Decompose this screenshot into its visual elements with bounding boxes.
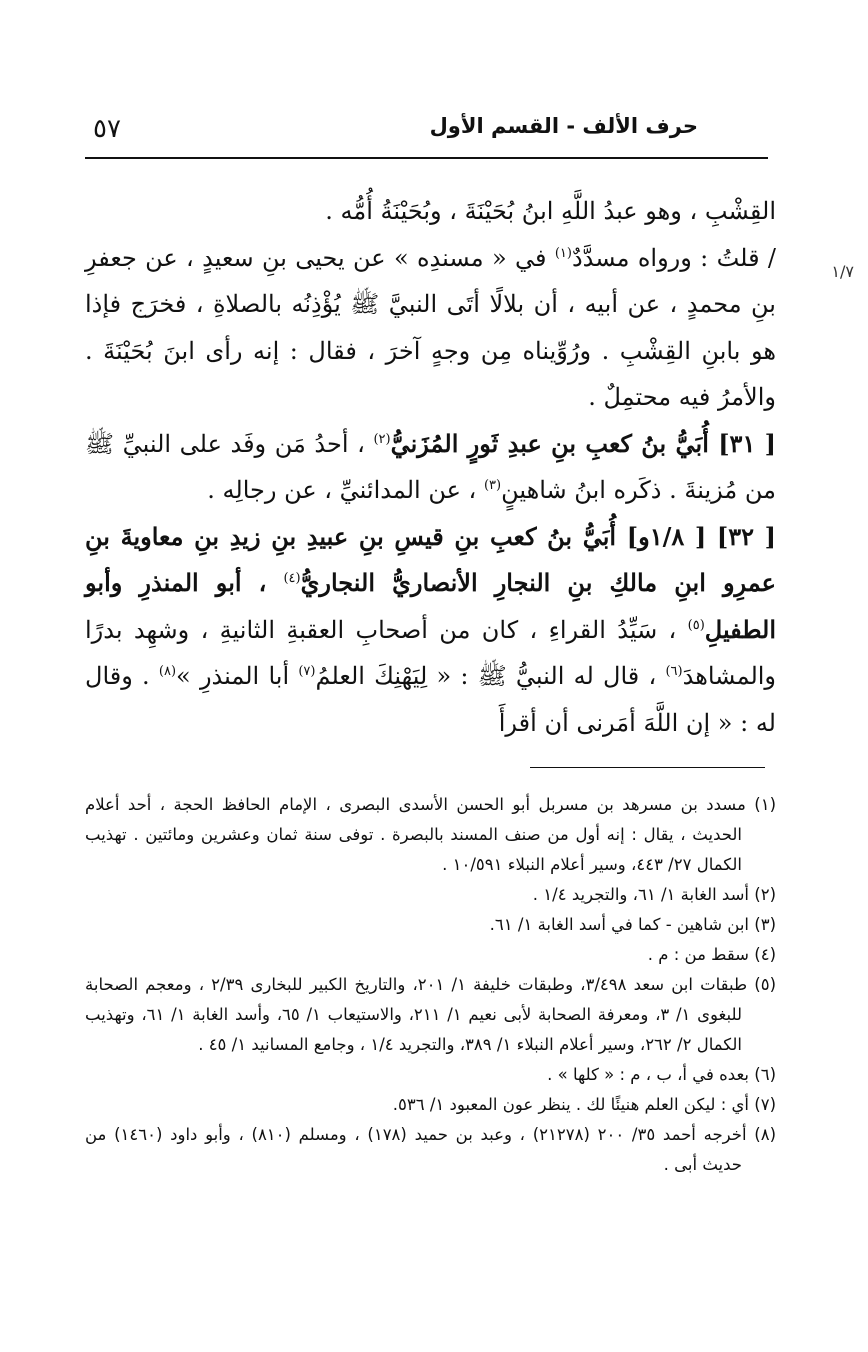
- footnote-ref-8: (٨): [158, 664, 177, 679]
- footnote: (٥) طبقات ابن سعد ٣/٤٩٨، وطبقات خليفة ١/ ٢٠١، والتاريخ الكبير للبخارى ٢/٣٩ ، ومعجم الصحابة للبغوى ١/ ٣، ومعرفة الصحابة لأبى نعيم ١/ ٢١١، والاستيعاب ١/ ٦٥، وأسد الغابة ١/ ٦١، وتهذيب الكمال ٢/ ٢٦٢، وسير أعلام النبلاء ١/ ٣٨٩، والتجريد ١/٤ ، وجامع المسانيد ١/ ٤٥ .: [85, 975, 776, 1054]
- main-text: [85, 188, 776, 746]
- footnote: (٣) ابن شاهين - كما في أسد الغابة ١/ ٦١.: [489, 915, 776, 934]
- entry-32: [ ٣٢] [ ١/٨و] أُبَيُّ بنُ كعبِ بنِ قيسِ بنِ عبيدِ بنِ زيدِ بنِ معاويةَ بنِ عمرِو ابنِ مالكِ بنِ النجارِ الأنصاريُّ النجاريُّ$^{(٤)}$ ، أبو المنذرِ وأبو الطفيلِ$^{(٥)}$ ، سَيِّدُ القراءِ ، كان من أصحابِ العقبةِ الثانيةِ ، وشهِد بدرًا والمشاهدَ$^{(٦)}$ ، قال له النبيُّ ﷺ : « لِيَهْنِكَ العلمُ$^{(٧)}$ أبا المنذرِ »$^{(٨)}$ . وقال له : « إن اللَّهَ أمَرنى أن أقرأَ: [85, 521, 777, 737]
- header-rule: [85, 157, 768, 159]
- paragraph-1: القِشْبِ ، وهو عبدُ اللَّهِ ابنُ بُحَيْنَةَ ، وبُحَيْنَةُ أُمُّه .: [325, 197, 776, 225]
- paragraph-2: / قلتُ : ورواه مسدَّدٌ$^{(١)}$ في « مسندِه » عن يحيى بنِ سعيدٍ ، عن جعفرِ بنِ محمدٍ ، عن أبيه ، أن بلالًا أتَى النبيَّ ﷺ يُؤْذِنُه بالصلاةِ ، فخرَج فإذا هو بابنِ القِشْبِ . ورُوِّيناه مِن وجهٍ آخرَ ، فقال : إنه رأى ابنَ بُحَيْنَةَ . والأمرُ فيه محتمِلٌ .: [85, 243, 777, 411]
- footnote: (٢) أسد الغابة ١/ ٦١، والتجريد ١/٤ .: [532, 885, 776, 904]
- entry-31: [ ٣١] أُبَيُّ بنُ كعبِ بنِ عبدِ ثَورٍ المُزَنيُّ$^{(٢)}$ ، أحدُ مَن وفَد على النبيِّ ﷺ من مُزينةَ . ذكَره ابنُ شاهينٍ$^{(٣)}$ ، عن المدائنيِّ ، عن رجالِه .: [85, 428, 776, 504]
- footnote-ref-5: (٥): [687, 617, 705, 633]
- footnote-ref-1: (١): [554, 245, 572, 261]
- running-title: حرف الألف - القسم الأول: [429, 114, 698, 138]
- footnote: (٨) أخرجه أحمد ٣٥/ ٢٠٠ (٢١٢٧٨) ، وعبد بن حميد (١٧٨) ، ومسلم (٨١٠) ، وأبو داود (١٤٦٠) من حديث أبى .: [85, 1125, 776, 1174]
- footnote-ref-4: (٤): [283, 571, 301, 586]
- footnote: (٧) أي : ليكن العلم هنيئًا لك . ينظر عون المعبود ١/ ٥٣٦.: [392, 1095, 776, 1114]
- footnote-ref-2: (٢): [373, 431, 391, 447]
- footnote-ref-6: (٦): [665, 664, 683, 679]
- footnote-ref-3: (٣): [483, 478, 502, 493]
- footnote: (٦) بعده في أ، ب ، م : « كلها » .: [547, 1065, 776, 1084]
- page-header: [85, 108, 768, 158]
- footnote-ref-7: (٧): [298, 664, 316, 679]
- entry-heading: [ ٣١] أُبَيُّ بنُ كعبِ بنِ عبدِ ثَورٍ المُزَنيُّ: [390, 428, 776, 458]
- footnote: (١) مسدد بن مسرهد بن مسربل أبو الحسن الأسدى البصرى ، الإمام الحافظ الحجة ، أحد أعلام الحديث ، يقال : إنه أول من صنف المسند بالبصرة . توفى سنة ثمان وعشرين ومائتين . تهذيب الكمال ٢٧/ ٤٤٣، وسير أعلام النبلاء ١٠/٥٩١ .: [85, 795, 776, 874]
- footnotes: [85, 790, 776, 1180]
- page-number: ٥٧: [93, 114, 121, 144]
- footnote-separator: [530, 767, 765, 768]
- entry-heading: [ ٣٢] [ ١/٨و] أُبَيُّ بنُ كعبِ بنِ قيسِ بنِ عبيدِ بنِ زيدِ بنِ معاويةَ بنِ عمرِو ابنِ مالكِ بنِ النجارِ الأنصاريُّ النجاريُّ: [85, 521, 777, 597]
- margin-note: ١/٧: [831, 262, 854, 281]
- footnote: (٤) سقط من : م .: [647, 945, 776, 964]
